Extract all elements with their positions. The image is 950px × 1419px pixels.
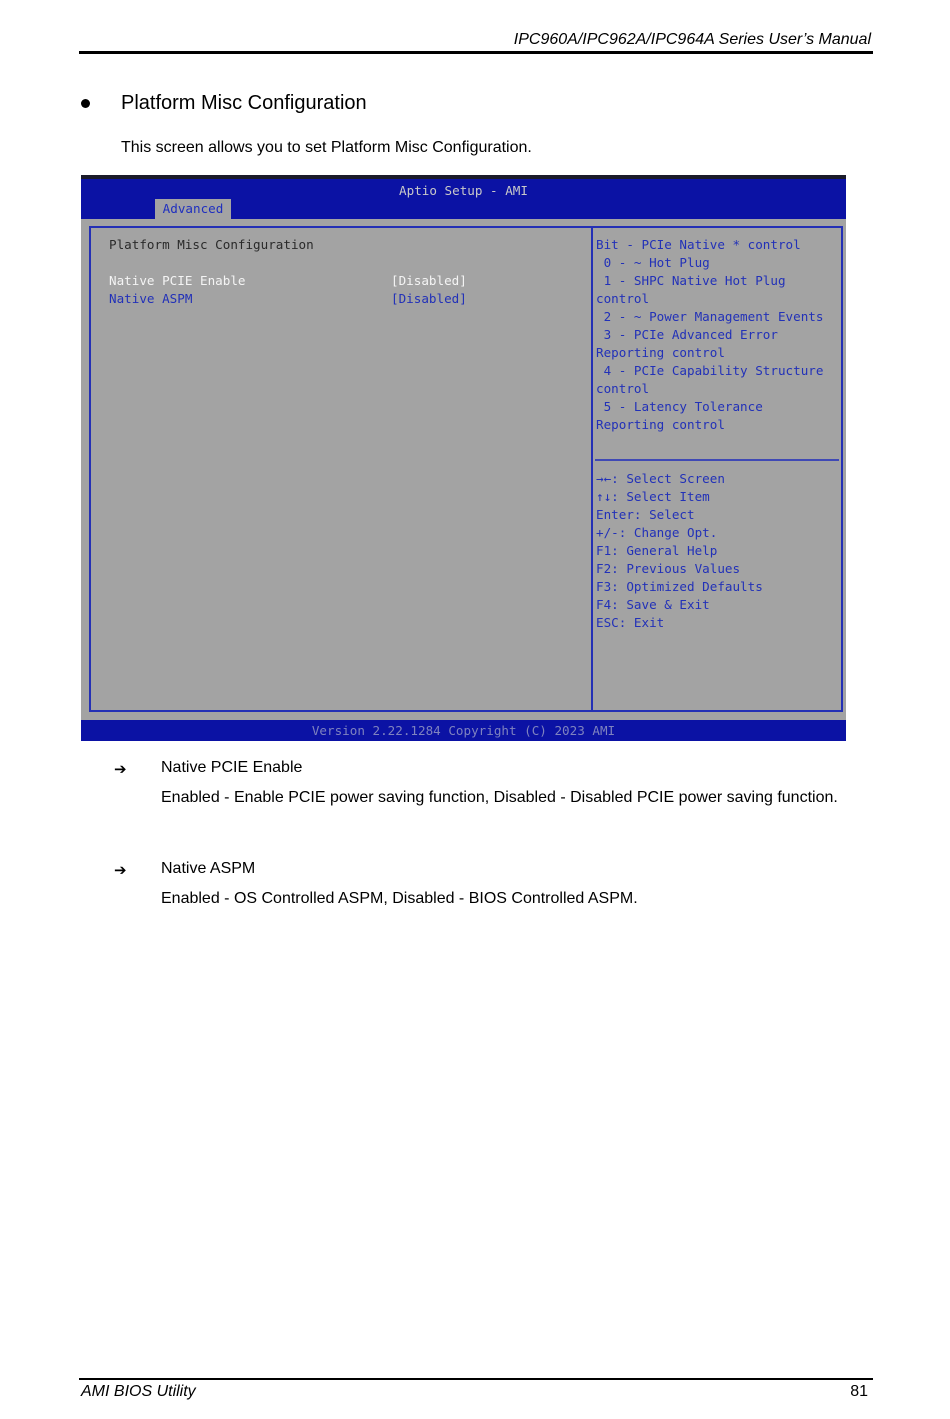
bios-help-line: Reporting control [596,345,725,360]
bios-item-native-pcie-enable[interactable]: Native PCIE Enable [109,273,246,288]
description-title: Native PCIE Enable [161,759,303,776]
bullet-dot-icon [81,99,90,108]
bios-key-hint: ↑↓: Select Item [596,489,710,504]
bios-key-hint: ESC: Exit [596,615,665,630]
footer-chapter: AMI BIOS Utility [81,1383,196,1400]
arrow-bullet-icon: ➔ [114,761,127,778]
bios-key-hint: Enter: Select [596,507,695,522]
bios-help-line: 1 - SHPC Native Hot Plug [596,273,786,288]
bios-key-hint: F1: General Help [596,543,718,558]
bios-value-native-pcie-enable[interactable]: [Disabled] [391,273,467,288]
running-header-title: IPC960A/IPC962A/IPC964A Series User’s Manual [513,31,871,48]
bios-page-title: Platform Misc Configuration [109,237,314,252]
bios-screenshot [81,175,846,741]
description-title: Native ASPM [161,860,256,877]
section-intro: This screen allows you to set Platform Misc Configuration. [121,139,532,156]
tab-advanced[interactable]: Advanced [155,199,231,219]
bios-key-hint: +/-: Change Opt. [596,525,718,540]
bios-help-line: 2 - ~ Power Management Events [596,309,824,324]
page-number: 81 [850,1383,868,1400]
section-heading: Platform Misc Configuration [121,92,367,114]
bios-help-line: control [596,291,650,306]
bios-value-native-aspm[interactable]: [Disabled] [391,291,467,306]
bios-help-line: 0 - ~ Hot Plug [596,255,710,270]
header-rule [79,51,873,54]
arrow-bullet-icon: ➔ [114,862,127,879]
description-text: Enabled - Enable PCIE power saving function, Disabled - Disabled PCIE power saving function. [161,789,838,806]
bios-key-hint: F3: Optimized Defaults [596,579,763,594]
bios-key-hint: F2: Previous Values [596,561,741,576]
bios-version: Version 2.22.1284 Copyright (C) 2023 AMI [311,723,616,738]
bios-help-line: 3 - PCIe Advanced Error [596,327,778,342]
bios-key-hint: →←: Select Screen [596,471,725,486]
bios-help-line: control [596,381,650,396]
bios-item-native-aspm[interactable]: Native ASPM [109,291,193,306]
description-text: Enabled - OS Controlled ASPM, Disabled - BIOS Controlled ASPM. [161,890,638,907]
bios-key-hint: F4: Save & Exit [596,597,710,612]
bios-help-line: Bit - PCIe Native * control [596,237,801,252]
bios-help-line: Reporting control [596,417,725,432]
bios-title: Aptio Setup - AMI [399,183,528,198]
bios-help-divider [595,459,839,461]
footer-rule [79,1378,873,1380]
bios-help-line: 5 - Latency Tolerance [596,399,763,414]
bios-help-line: 4 - PCIe Capability Structure [596,363,824,378]
bios-panel-divider [591,226,593,712]
